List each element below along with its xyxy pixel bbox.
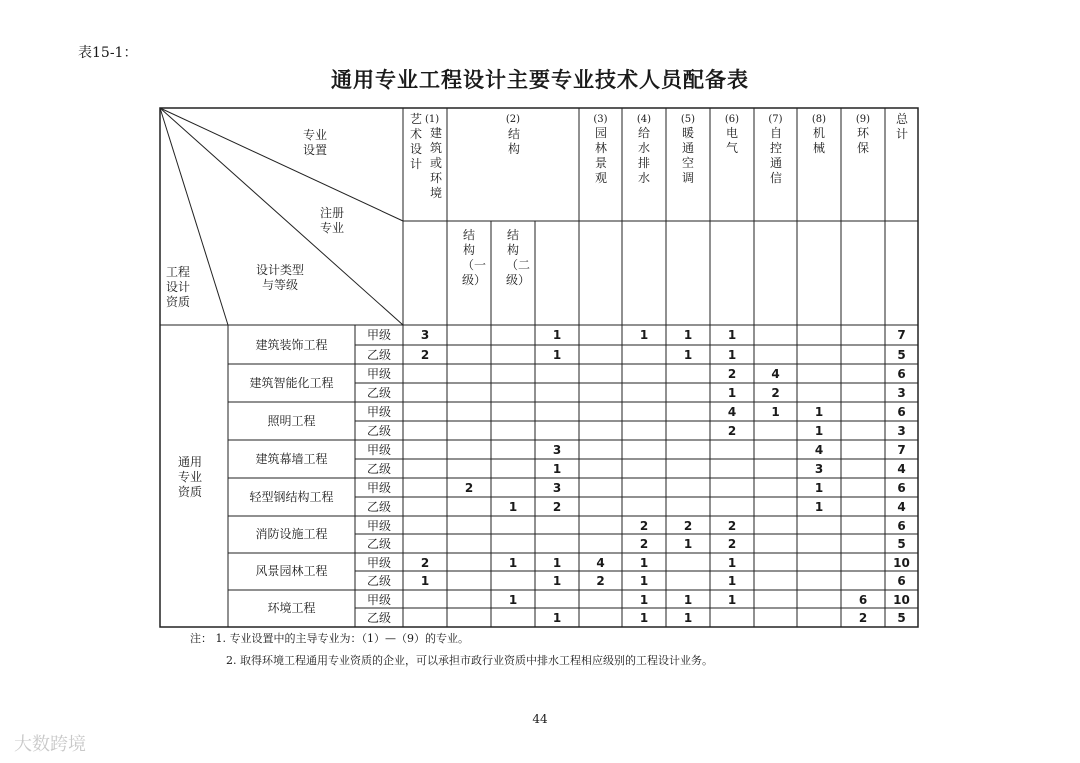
value-cell: 2 [596, 574, 605, 588]
watermark: 大数跨境 [14, 734, 86, 755]
grade-label: 乙级 [366, 386, 391, 400]
page-number: 44 [532, 712, 548, 726]
grade-label: 乙级 [366, 424, 391, 438]
value-cell: 3 [552, 443, 562, 457]
total-header: 总计 [895, 112, 908, 141]
specialty-6-number: (6) [724, 114, 740, 125]
value-cell: 1 [727, 574, 737, 588]
total-cell: 7 [897, 328, 906, 342]
value-cell: 2 [552, 500, 562, 514]
total-cell: 4 [897, 462, 906, 476]
value-cell: 4 [771, 367, 780, 381]
value-cell: 2 [464, 481, 474, 495]
project-name: 环境工程 [267, 601, 316, 615]
project-name: 消防设施工程 [255, 527, 328, 541]
value-cell: 1 [771, 405, 780, 419]
grade-label: 乙级 [366, 611, 391, 625]
total-cell: 5 [897, 537, 906, 551]
value-cell: 2 [683, 519, 693, 533]
specialty-8-text: 机械 [812, 126, 825, 155]
corner-specialty-label: 专业 设置 [303, 128, 328, 157]
value-cell: 1 [552, 328, 562, 342]
grade-label: 乙级 [366, 462, 391, 476]
grade-label: 乙级 [366, 574, 391, 588]
total-cell: 3 [897, 424, 906, 438]
corner-registered-label: 注册 专业 [320, 206, 345, 235]
value-cell: 4 [814, 443, 824, 457]
value-cell: 1 [683, 593, 693, 607]
registered-structure-level-2: 结构（二级） [506, 228, 531, 287]
table-label: 表15-1： [78, 45, 138, 61]
page-title: 通用专业工程设计主要专业技术人员配备表 [331, 68, 749, 92]
value-cell: 1 [727, 348, 737, 362]
value-cell: 3 [552, 481, 562, 495]
value-cell: 1 [814, 424, 824, 438]
value-cell: 1 [727, 386, 737, 400]
specialty-6-text: 电气 [725, 126, 738, 155]
value-cell: 2 [639, 537, 649, 551]
value-cell: 1 [683, 348, 693, 362]
specialty-1-art-text: 艺术设计 [409, 112, 422, 171]
value-cell: 2 [639, 519, 649, 533]
grade-label: 甲级 [366, 593, 391, 607]
value-cell: 2 [420, 348, 430, 362]
value-cell: 1 [639, 593, 649, 607]
specialty-5-number: (5) [680, 114, 696, 125]
value-cell: 1 [814, 481, 824, 495]
grade-label: 甲级 [366, 443, 391, 457]
specialty-1-building-text: 建筑或环境 [429, 126, 442, 200]
value-cell: 2 [727, 519, 737, 533]
grade-label: 甲级 [366, 328, 391, 342]
value-cell: 1 [639, 574, 649, 588]
value-cell: 2 [420, 556, 430, 570]
value-cell: 4 [727, 405, 737, 419]
specialty-9-text: 环保 [856, 126, 869, 155]
grade-label: 甲级 [366, 519, 391, 533]
corner-qualification-label: 工程 设计 资质 [166, 265, 191, 309]
value-cell: 2 [727, 367, 737, 381]
specialty-2-number: (2) [505, 114, 521, 125]
value-cell: 1 [727, 328, 737, 342]
value-cell: 1 [814, 405, 824, 419]
specialty-3-text: 园林景观 [594, 126, 607, 185]
value-cell: 1 [727, 593, 737, 607]
specialty-1-number: (1) [425, 114, 440, 125]
grade-label: 甲级 [366, 405, 391, 419]
total-cell: 4 [897, 500, 906, 514]
specialty-8-number: (8) [811, 114, 827, 125]
specialty-7-text: 自控通信 [769, 126, 782, 185]
total-cell: 6 [897, 519, 906, 533]
value-cell: 1 [552, 462, 562, 476]
specialty-2-text: 结构 [507, 127, 520, 156]
value-cell: 3 [814, 462, 824, 476]
value-cell: 2 [771, 386, 780, 400]
total-cell: 10 [893, 593, 910, 607]
value-cell: 1 [683, 611, 693, 625]
project-name: 建筑智能化工程 [249, 376, 334, 390]
grade-label: 乙级 [366, 500, 391, 514]
value-cell: 1 [727, 556, 737, 570]
specialty-4-number: (4) [636, 114, 652, 125]
grade-label: 乙级 [366, 537, 391, 551]
value-cell: 1 [814, 500, 824, 514]
grade-label: 甲级 [366, 556, 391, 570]
grade-label: 甲级 [366, 367, 391, 381]
value-cell: 1 [508, 500, 518, 514]
project-name: 建筑幕墙工程 [255, 452, 328, 466]
value-cell: 1 [552, 611, 562, 625]
total-cell: 6 [897, 367, 906, 381]
total-cell: 5 [897, 348, 906, 362]
value-cell: 3 [420, 328, 430, 342]
value-cell: 2 [727, 537, 737, 551]
value-cell: 1 [552, 574, 562, 588]
value-cell: 1 [639, 556, 649, 570]
value-cell: 1 [508, 593, 518, 607]
notes [190, 628, 713, 672]
note-2: 2. 取得环境工程通用专业资质的企业，可以承担市政行业资质中排水工程相应级别的工程设计业务。 [226, 654, 713, 667]
total-cell: 3 [897, 386, 906, 400]
value-cell: 1 [552, 556, 562, 570]
specialty-3-number: (3) [593, 114, 608, 125]
value-cell: 1 [639, 611, 649, 625]
project-name: 风景园林工程 [255, 564, 328, 578]
value-cell: 2 [858, 611, 868, 625]
project-name: 建筑装饰工程 [255, 338, 328, 352]
specialty-4-text: 给水排水 [637, 126, 650, 185]
corner-design-type-label: 设计类型 与等级 [256, 263, 305, 292]
registered-structure-level-1: 结构（一级） [462, 228, 487, 287]
specialty-9-number: (9) [855, 114, 871, 125]
total-cell: 7 [897, 443, 906, 457]
group-label: 通用 专业 资质 [178, 455, 203, 499]
total-cell: 5 [897, 611, 906, 625]
value-cell: 1 [639, 328, 649, 342]
value-cell: 1 [683, 328, 693, 342]
total-cell: 6 [897, 405, 906, 419]
value-cell: 1 [552, 348, 562, 362]
grade-label: 乙级 [366, 348, 391, 362]
total-cell: 6 [897, 574, 906, 588]
value-cell: 4 [596, 556, 605, 570]
total-cell: 6 [897, 481, 906, 495]
value-cell: 1 [420, 574, 430, 588]
project-name: 轻型钢结构工程 [249, 490, 334, 504]
value-cell: 1 [508, 556, 518, 570]
specialty-7-number: (7) [768, 114, 783, 125]
value-cell: 6 [858, 593, 868, 607]
value-cell: 2 [727, 424, 737, 438]
note-1: 注： 1. 专业设置中的主导专业为：（1）—（9）的专业。 [190, 632, 469, 645]
project-name: 照明工程 [267, 414, 316, 428]
total-cell: 10 [893, 556, 910, 570]
specialty-5-text: 暖通空调 [681, 126, 694, 185]
value-cell: 1 [683, 537, 693, 551]
grade-label: 甲级 [366, 481, 391, 495]
